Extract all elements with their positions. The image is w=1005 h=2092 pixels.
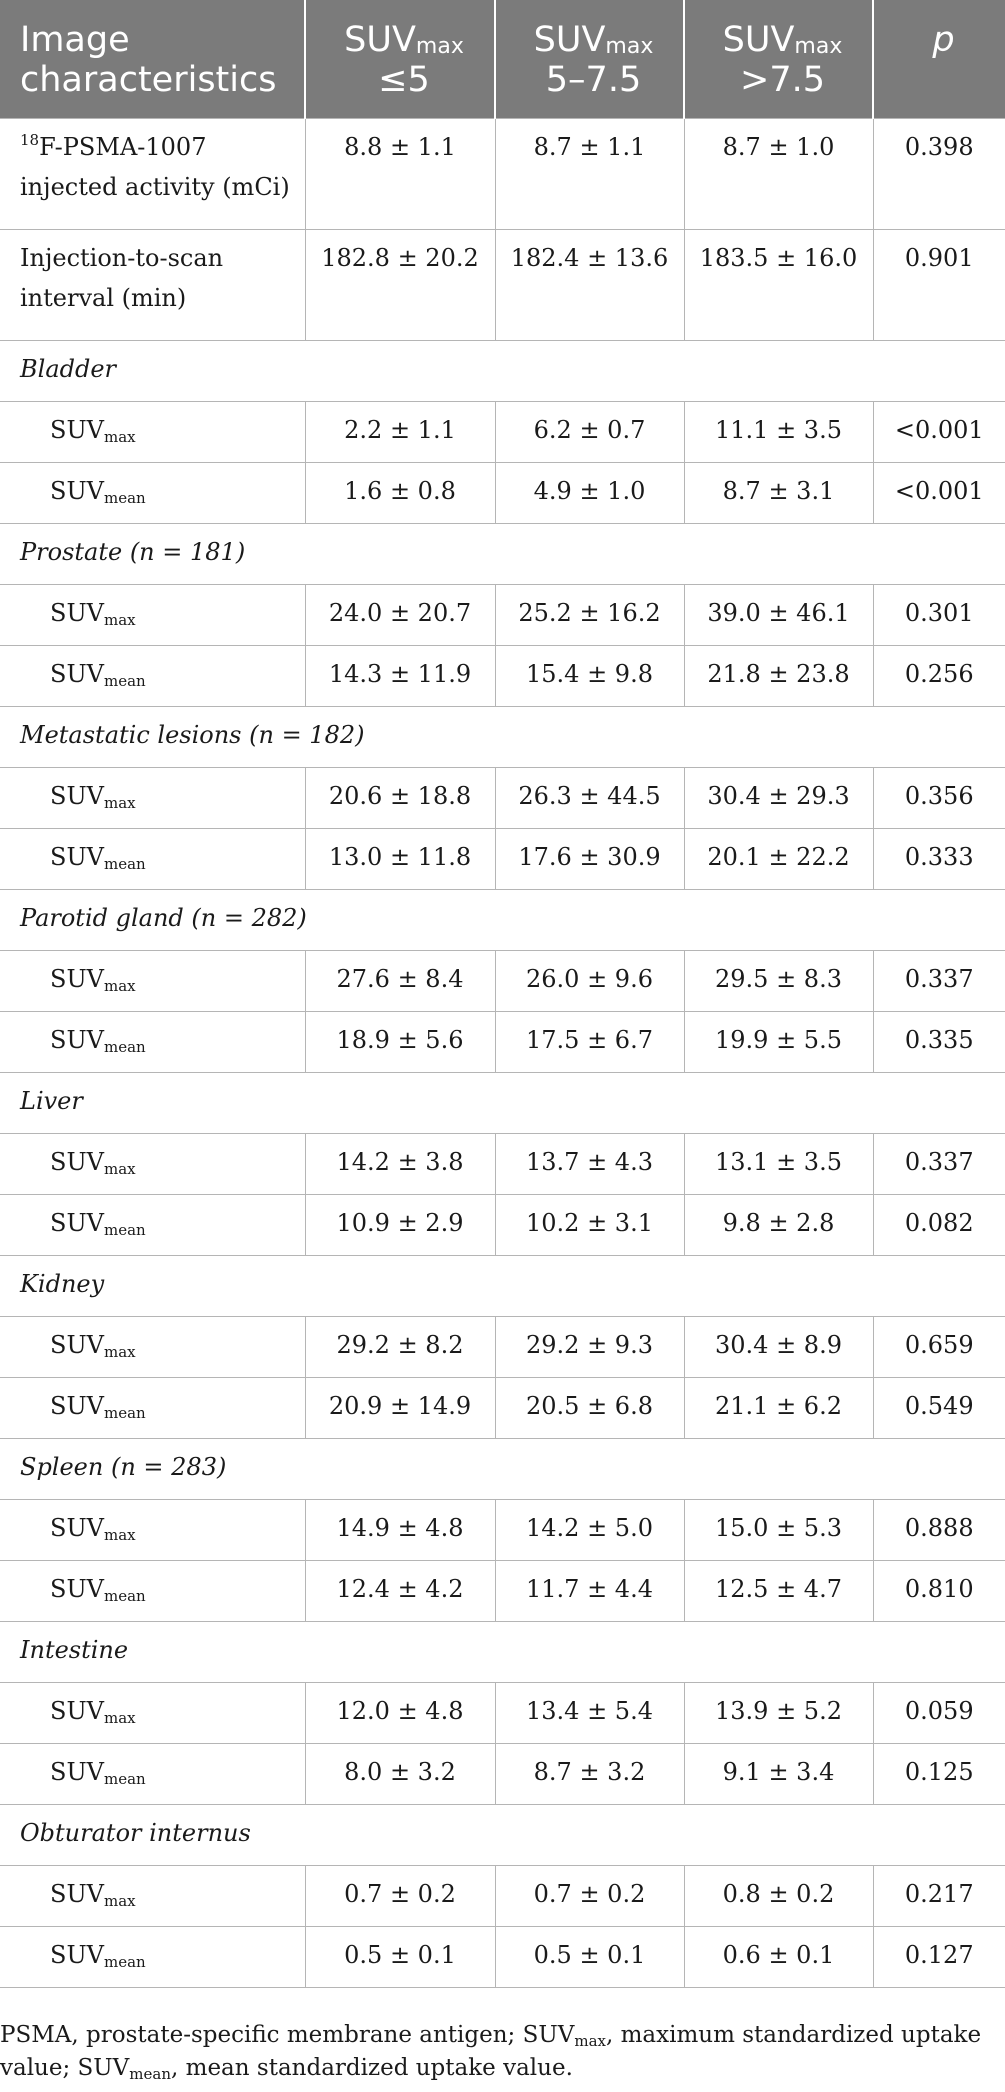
value-suvmax-gt7-5: 8.7 ± 3.1 — [684, 462, 873, 523]
value-p: 0.398 — [873, 118, 1005, 229]
value-suvmax-gt7-5: 183.5 ± 16.0 — [684, 229, 873, 340]
table-row — [0, 1316, 1005, 1377]
value-suvmax-le5: 10.9 ± 2.9 — [305, 1194, 495, 1255]
row-label-line2: interval (min) — [20, 283, 187, 312]
header-suvmax-le5 — [305, 0, 495, 118]
metric-base: SUV — [50, 1879, 104, 1908]
section-label: Metastatic lesions (n = 182) — [0, 706, 1005, 767]
value-suvmax-gt7-5: 9.8 ± 2.8 — [684, 1194, 873, 1255]
row-label — [0, 584, 305, 645]
table-row — [0, 1743, 1005, 1804]
metric-base: SUV — [50, 659, 104, 688]
row-label — [0, 1926, 305, 1987]
metric-subscript: mean — [104, 1037, 146, 1056]
value-suvmax-le5: 8.8 ± 1.1 — [305, 118, 495, 229]
value-suvmax-gt7-5: 0.6 ± 0.1 — [684, 1926, 873, 1987]
value-suvmax-5-7-5: 13.4 ± 5.4 — [495, 1682, 684, 1743]
metric-subscript: mean — [104, 854, 146, 873]
footnote-sub1: max — [574, 2032, 606, 2050]
header-p-value — [873, 0, 1005, 118]
row-label — [0, 1316, 305, 1377]
header-suv-text: SUV — [344, 20, 416, 60]
row-label — [0, 767, 305, 828]
metric-subscript: mean — [104, 671, 146, 690]
value-suvmax-le5: 0.5 ± 0.1 — [305, 1926, 495, 1987]
row-label-line2: injected activity (mCi) — [20, 172, 290, 201]
value-suvmax-5-7-5: 182.4 ± 13.6 — [495, 229, 684, 340]
header-suvmax-5-7-5 — [495, 0, 684, 118]
metric-base: SUV — [50, 415, 104, 444]
value-suvmax-5-7-5: 11.7 ± 4.4 — [495, 1560, 684, 1621]
footnote-part2: , maximum standardized uptake value; SUV — [0, 2022, 982, 2081]
value-suvmax-5-7-5: 8.7 ± 1.1 — [495, 118, 684, 229]
table-row — [0, 1377, 1005, 1438]
row-label — [0, 229, 305, 340]
value-p: 0.256 — [873, 645, 1005, 706]
section-row — [0, 1255, 1005, 1316]
value-suvmax-gt7-5: 20.1 ± 22.2 — [684, 828, 873, 889]
value-suvmax-5-7-5: 17.6 ± 30.9 — [495, 828, 684, 889]
header-range: >7.5 — [740, 60, 825, 100]
value-suvmax-le5: 14.9 ± 4.8 — [305, 1499, 495, 1560]
row-label — [0, 1133, 305, 1194]
table-row — [0, 950, 1005, 1011]
table-row — [0, 828, 1005, 889]
section-row — [0, 1438, 1005, 1499]
table-row — [0, 1682, 1005, 1743]
value-suvmax-le5: 12.4 ± 4.2 — [305, 1560, 495, 1621]
section-row — [0, 1072, 1005, 1133]
value-suvmax-gt7-5: 30.4 ± 29.3 — [684, 767, 873, 828]
value-suvmax-gt7-5: 39.0 ± 46.1 — [684, 584, 873, 645]
metric-base: SUV — [50, 1025, 104, 1054]
value-suvmax-le5: 20.6 ± 18.8 — [305, 767, 495, 828]
value-suvmax-gt7-5: 21.8 ± 23.8 — [684, 645, 873, 706]
row-label — [0, 1682, 305, 1743]
table-row — [0, 1011, 1005, 1072]
section-row — [0, 340, 1005, 401]
value-p: <0.001 — [873, 462, 1005, 523]
value-suvmax-gt7-5: 21.1 ± 6.2 — [684, 1377, 873, 1438]
header-p-text: p — [932, 20, 955, 60]
metric-subscript: mean — [104, 488, 146, 507]
row-label — [0, 1743, 305, 1804]
value-suvmax-5-7-5: 6.2 ± 0.7 — [495, 401, 684, 462]
row-label — [0, 1499, 305, 1560]
metric-subscript: max — [104, 793, 136, 812]
value-suvmax-le5: 20.9 ± 14.9 — [305, 1377, 495, 1438]
value-suvmax-le5: 182.8 ± 20.2 — [305, 229, 495, 340]
header-suvmax-gt7-5 — [684, 0, 873, 118]
isotope-superscript: 18 — [20, 130, 40, 149]
metric-base: SUV — [50, 1940, 104, 1969]
metric-subscript: max — [104, 1891, 136, 1910]
metric-subscript: max — [104, 1525, 136, 1544]
metric-base: SUV — [50, 1330, 104, 1359]
value-suvmax-gt7-5: 15.0 ± 5.3 — [684, 1499, 873, 1560]
metric-base: SUV — [50, 781, 104, 810]
value-suvmax-5-7-5: 8.7 ± 3.2 — [495, 1743, 684, 1804]
metric-base: SUV — [50, 964, 104, 993]
section-label: Parotid gland (n = 282) — [0, 889, 1005, 950]
header-suv-text: SUV — [722, 20, 795, 60]
value-p: 0.333 — [873, 828, 1005, 889]
value-p: 0.337 — [873, 950, 1005, 1011]
value-p: 0.356 — [873, 767, 1005, 828]
value-suvmax-le5: 2.2 ± 1.1 — [305, 401, 495, 462]
row-label-line1: Injection-to-scan — [20, 243, 224, 272]
value-suvmax-gt7-5: 9.1 ± 3.4 — [684, 1743, 873, 1804]
header-image-characteristics: Image characteristics — [0, 0, 305, 118]
header-suv-sub: max — [605, 34, 654, 59]
metric-subscript: max — [104, 1159, 136, 1178]
value-suvmax-5-7-5: 25.2 ± 16.2 — [495, 584, 684, 645]
table-footnote — [0, 2019, 1005, 2085]
section-label: Liver — [0, 1072, 1005, 1133]
metric-subscript: max — [104, 610, 136, 629]
value-suvmax-5-7-5: 20.5 ± 6.8 — [495, 1377, 684, 1438]
value-suvmax-5-7-5: 0.7 ± 0.2 — [495, 1865, 684, 1926]
value-suvmax-le5: 14.2 ± 3.8 — [305, 1133, 495, 1194]
value-suvmax-le5: 13.0 ± 11.8 — [305, 828, 495, 889]
value-p: 0.125 — [873, 1743, 1005, 1804]
value-p: 0.127 — [873, 1926, 1005, 1987]
value-p: 0.301 — [873, 584, 1005, 645]
value-suvmax-le5: 8.0 ± 3.2 — [305, 1743, 495, 1804]
table-header — [0, 0, 1005, 118]
value-suvmax-5-7-5: 17.5 ± 6.7 — [495, 1011, 684, 1072]
metric-base: SUV — [50, 842, 104, 871]
metric-base: SUV — [50, 1391, 104, 1420]
value-suvmax-le5: 27.6 ± 8.4 — [305, 950, 495, 1011]
value-p: 0.659 — [873, 1316, 1005, 1377]
row-label-line1: F-PSMA-1007 — [39, 132, 207, 161]
metric-base: SUV — [50, 1574, 104, 1603]
value-suvmax-le5: 0.7 ± 0.2 — [305, 1865, 495, 1926]
metric-subscript: max — [104, 1708, 136, 1727]
section-row — [0, 523, 1005, 584]
value-suvmax-le5: 24.0 ± 20.7 — [305, 584, 495, 645]
row-label — [0, 1560, 305, 1621]
value-suvmax-5-7-5: 4.9 ± 1.0 — [495, 462, 684, 523]
value-suvmax-le5: 14.3 ± 11.9 — [305, 645, 495, 706]
table-body — [0, 118, 1005, 1987]
section-label: Prostate (n = 181) — [0, 523, 1005, 584]
header-row — [0, 0, 1005, 118]
row-label — [0, 828, 305, 889]
value-suvmax-gt7-5: 13.9 ± 5.2 — [684, 1682, 873, 1743]
header-suv-sub: max — [794, 34, 843, 59]
row-label — [0, 1377, 305, 1438]
table-row — [0, 1865, 1005, 1926]
value-p: 0.901 — [873, 229, 1005, 340]
row-label — [0, 1011, 305, 1072]
value-suvmax-gt7-5: 11.1 ± 3.5 — [684, 401, 873, 462]
header-range: ≤5 — [378, 60, 430, 100]
value-p: 0.082 — [873, 1194, 1005, 1255]
metric-base: SUV — [50, 1696, 104, 1725]
section-label: Bladder — [0, 340, 1005, 401]
metric-subscript: mean — [104, 1220, 146, 1239]
value-suvmax-5-7-5: 0.5 ± 0.1 — [495, 1926, 684, 1987]
value-suvmax-gt7-5: 30.4 ± 8.9 — [684, 1316, 873, 1377]
row-label — [0, 401, 305, 462]
table-row — [0, 1133, 1005, 1194]
value-p: 0.059 — [873, 1682, 1005, 1743]
value-p: 0.888 — [873, 1499, 1005, 1560]
table-row — [0, 401, 1005, 462]
row-label — [0, 462, 305, 523]
value-suvmax-gt7-5: 19.9 ± 5.5 — [684, 1011, 873, 1072]
value-p: 0.335 — [873, 1011, 1005, 1072]
metric-subscript: mean — [104, 1586, 146, 1605]
value-p: 0.549 — [873, 1377, 1005, 1438]
metric-base: SUV — [50, 598, 104, 627]
section-row — [0, 889, 1005, 950]
section-label: Spleen (n = 283) — [0, 1438, 1005, 1499]
metric-base: SUV — [50, 1208, 104, 1237]
row-label — [0, 950, 305, 1011]
table-row — [0, 1926, 1005, 1987]
metric-base: SUV — [50, 476, 104, 505]
value-suvmax-le5: 1.6 ± 0.8 — [305, 462, 495, 523]
section-label: Obturator internus — [0, 1804, 1005, 1865]
table-row — [0, 645, 1005, 706]
header-suv-sub: max — [415, 34, 464, 59]
section-row — [0, 1804, 1005, 1865]
metric-base: SUV — [50, 1513, 104, 1542]
table-row — [0, 584, 1005, 645]
metric-subscript: mean — [104, 1952, 146, 1971]
row-label — [0, 118, 305, 229]
table-row — [0, 462, 1005, 523]
value-suvmax-5-7-5: 10.2 ± 3.1 — [495, 1194, 684, 1255]
row-label — [0, 1865, 305, 1926]
value-p: 0.810 — [873, 1560, 1005, 1621]
value-suvmax-gt7-5: 0.8 ± 0.2 — [684, 1865, 873, 1926]
metric-base: SUV — [50, 1147, 104, 1176]
value-suvmax-gt7-5: 8.7 ± 1.0 — [684, 118, 873, 229]
metric-subscript: mean — [104, 1403, 146, 1422]
section-row — [0, 1621, 1005, 1682]
value-suvmax-5-7-5: 13.7 ± 4.3 — [495, 1133, 684, 1194]
footnote-sub2: mean — [129, 2065, 172, 2083]
row-label — [0, 645, 305, 706]
value-suvmax-gt7-5: 12.5 ± 4.7 — [684, 1560, 873, 1621]
value-p: <0.001 — [873, 401, 1005, 462]
section-row — [0, 706, 1005, 767]
header-suv-text: SUV — [533, 20, 606, 60]
value-suvmax-5-7-5: 26.0 ± 9.6 — [495, 950, 684, 1011]
value-p: 0.217 — [873, 1865, 1005, 1926]
metric-subscript: max — [104, 1342, 136, 1361]
metric-base: SUV — [50, 1757, 104, 1786]
metric-subscript: max — [104, 976, 136, 995]
value-suvmax-le5: 12.0 ± 4.8 — [305, 1682, 495, 1743]
section-label: Kidney — [0, 1255, 1005, 1316]
value-p: 0.337 — [873, 1133, 1005, 1194]
value-suvmax-gt7-5: 13.1 ± 3.5 — [684, 1133, 873, 1194]
row-label — [0, 1194, 305, 1255]
value-suvmax-5-7-5: 14.2 ± 5.0 — [495, 1499, 684, 1560]
table-row — [0, 1560, 1005, 1621]
value-suvmax-5-7-5: 26.3 ± 44.5 — [495, 767, 684, 828]
value-suvmax-le5: 29.2 ± 8.2 — [305, 1316, 495, 1377]
value-suvmax-le5: 18.9 ± 5.6 — [305, 1011, 495, 1072]
metric-subscript: max — [104, 427, 136, 446]
footnote-part1: PSMA, prostate-specific membrane antigen; SUV — [0, 2022, 575, 2048]
table-row — [0, 767, 1005, 828]
section-label: Intestine — [0, 1621, 1005, 1682]
metric-subscript: mean — [104, 1769, 146, 1788]
footnote-part3: , mean standardized uptake value. — [171, 2055, 573, 2081]
table-row — [0, 1499, 1005, 1560]
table-row — [0, 229, 1005, 340]
header-range: 5–7.5 — [545, 60, 642, 100]
value-suvmax-5-7-5: 29.2 ± 9.3 — [495, 1316, 684, 1377]
value-suvmax-5-7-5: 15.4 ± 9.8 — [495, 645, 684, 706]
table-row — [0, 1194, 1005, 1255]
value-suvmax-gt7-5: 29.5 ± 8.3 — [684, 950, 873, 1011]
table-row — [0, 118, 1005, 229]
